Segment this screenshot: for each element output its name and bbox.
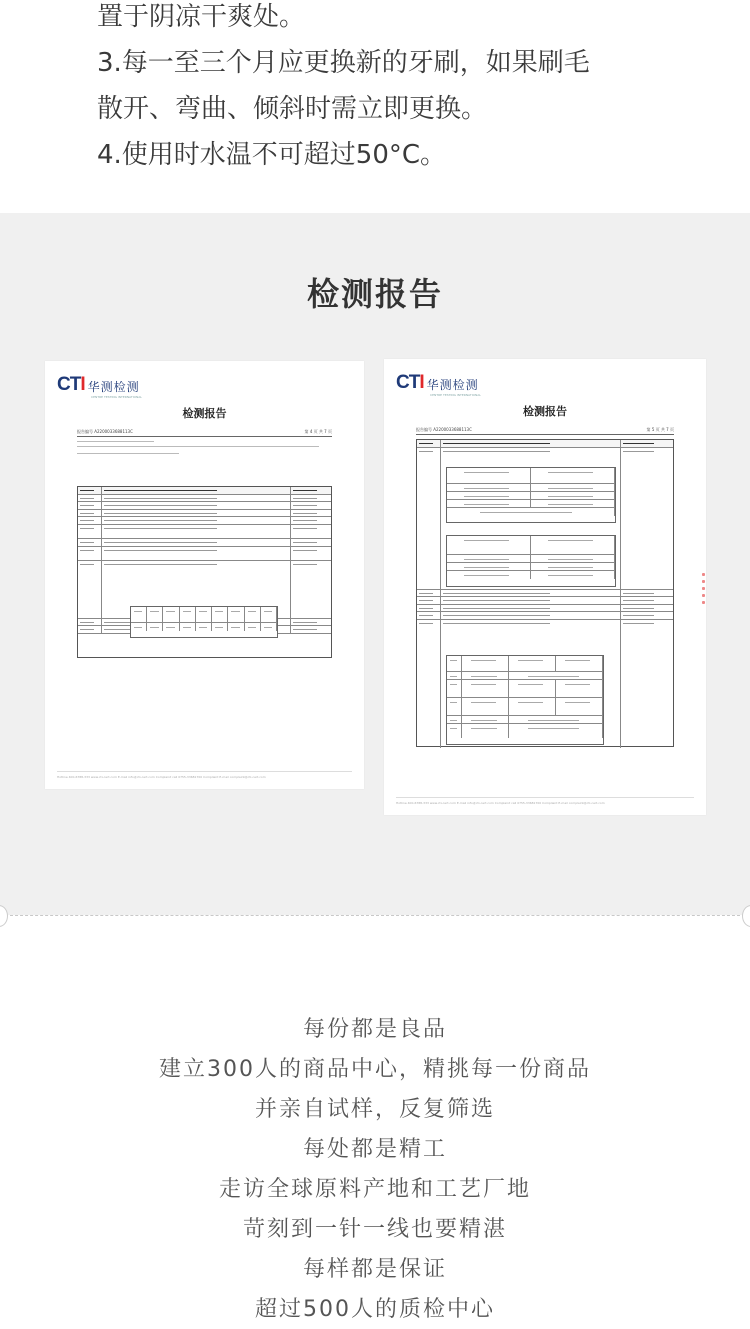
promise-line: 并亲自试样，反复筛选 — [254, 1097, 495, 1122]
doc-footer: Hotline 400-6788-333 www.cti-cert.com E-mail info@cti-cert.com Complaint call 0755-33681700 Complaint E-mail complaint@cti-cert.com — [396, 797, 694, 805]
care-line: 散开、弯曲、倾斜时需立即更换。 — [97, 94, 488, 124]
report-number: 报告编号 A2200033688113C — [77, 429, 133, 434]
seal-stamp-edge — [701, 569, 706, 619]
doc-title: 检测报告 — [182, 407, 227, 420]
page-number: 第 5 页 共 7 页 — [646, 427, 674, 432]
doc-footer: Hotline 400-6788-333 www.cti-cert.com E-mail info@cti-cert.com Complaint call 0755-33681700 Complaint E-mail complaint@cti-cert.com — [57, 771, 352, 779]
care-instructions — [97, 0, 717, 178]
doc-meta — [77, 429, 332, 437]
logo-cn: 华测检测 — [426, 378, 479, 392]
doc-sub-table — [130, 606, 278, 638]
quality-promises — [0, 1010, 750, 1329]
logo-cn: 华测检测 — [87, 380, 140, 394]
promise-line: 每份都是良品 — [302, 1017, 447, 1042]
cti-logo — [57, 374, 142, 399]
promise-line: 苛刻到一针一线也要精湛 — [242, 1217, 507, 1242]
care-line: 3.每一至三个月应更换新的牙刷，如果刷毛 — [97, 48, 590, 78]
cti-logo — [396, 372, 481, 397]
report-section — [0, 213, 750, 915]
doc-meta — [416, 427, 674, 435]
dashed-divider — [0, 915, 750, 916]
divider-notch-right — [742, 905, 750, 927]
logo-mark: CTI — [57, 374, 85, 395]
page-number: 第 4 页 共 7 页 — [304, 429, 332, 434]
section-title: 检测报告 — [306, 275, 443, 313]
doc-title: 检测报告 — [523, 405, 567, 418]
promise-line: 每处都是精工 — [302, 1137, 447, 1162]
promise-line: 超过500人的质检中心 — [255, 1297, 495, 1322]
logo-en: CENTRE TESTING INTERNATIONAL — [430, 393, 481, 397]
promise-line: 建立300人的商品中心，精挑每一份商品 — [159, 1057, 591, 1082]
promise-line: 每样都是保证 — [302, 1257, 447, 1282]
logo-mark: CTI — [396, 372, 424, 393]
doc-text-block — [77, 441, 332, 458]
promise-line: 走访全球原料产地和工艺厂地 — [218, 1177, 531, 1202]
doc-sub-table — [446, 467, 616, 523]
care-line: 4.使用时水温不可超过50°C。 — [97, 140, 447, 170]
doc-sub-table — [446, 655, 604, 745]
report-document-image[interactable] — [45, 361, 364, 789]
report-number: 报告编号 A2200033688113C — [416, 427, 472, 432]
logo-en: CENTRE TESTING INTERNATIONAL — [91, 395, 142, 399]
report-document-image[interactable] — [384, 359, 706, 815]
doc-sub-table — [446, 535, 616, 587]
care-line: 置于阴凉干爽处。 — [97, 2, 306, 32]
